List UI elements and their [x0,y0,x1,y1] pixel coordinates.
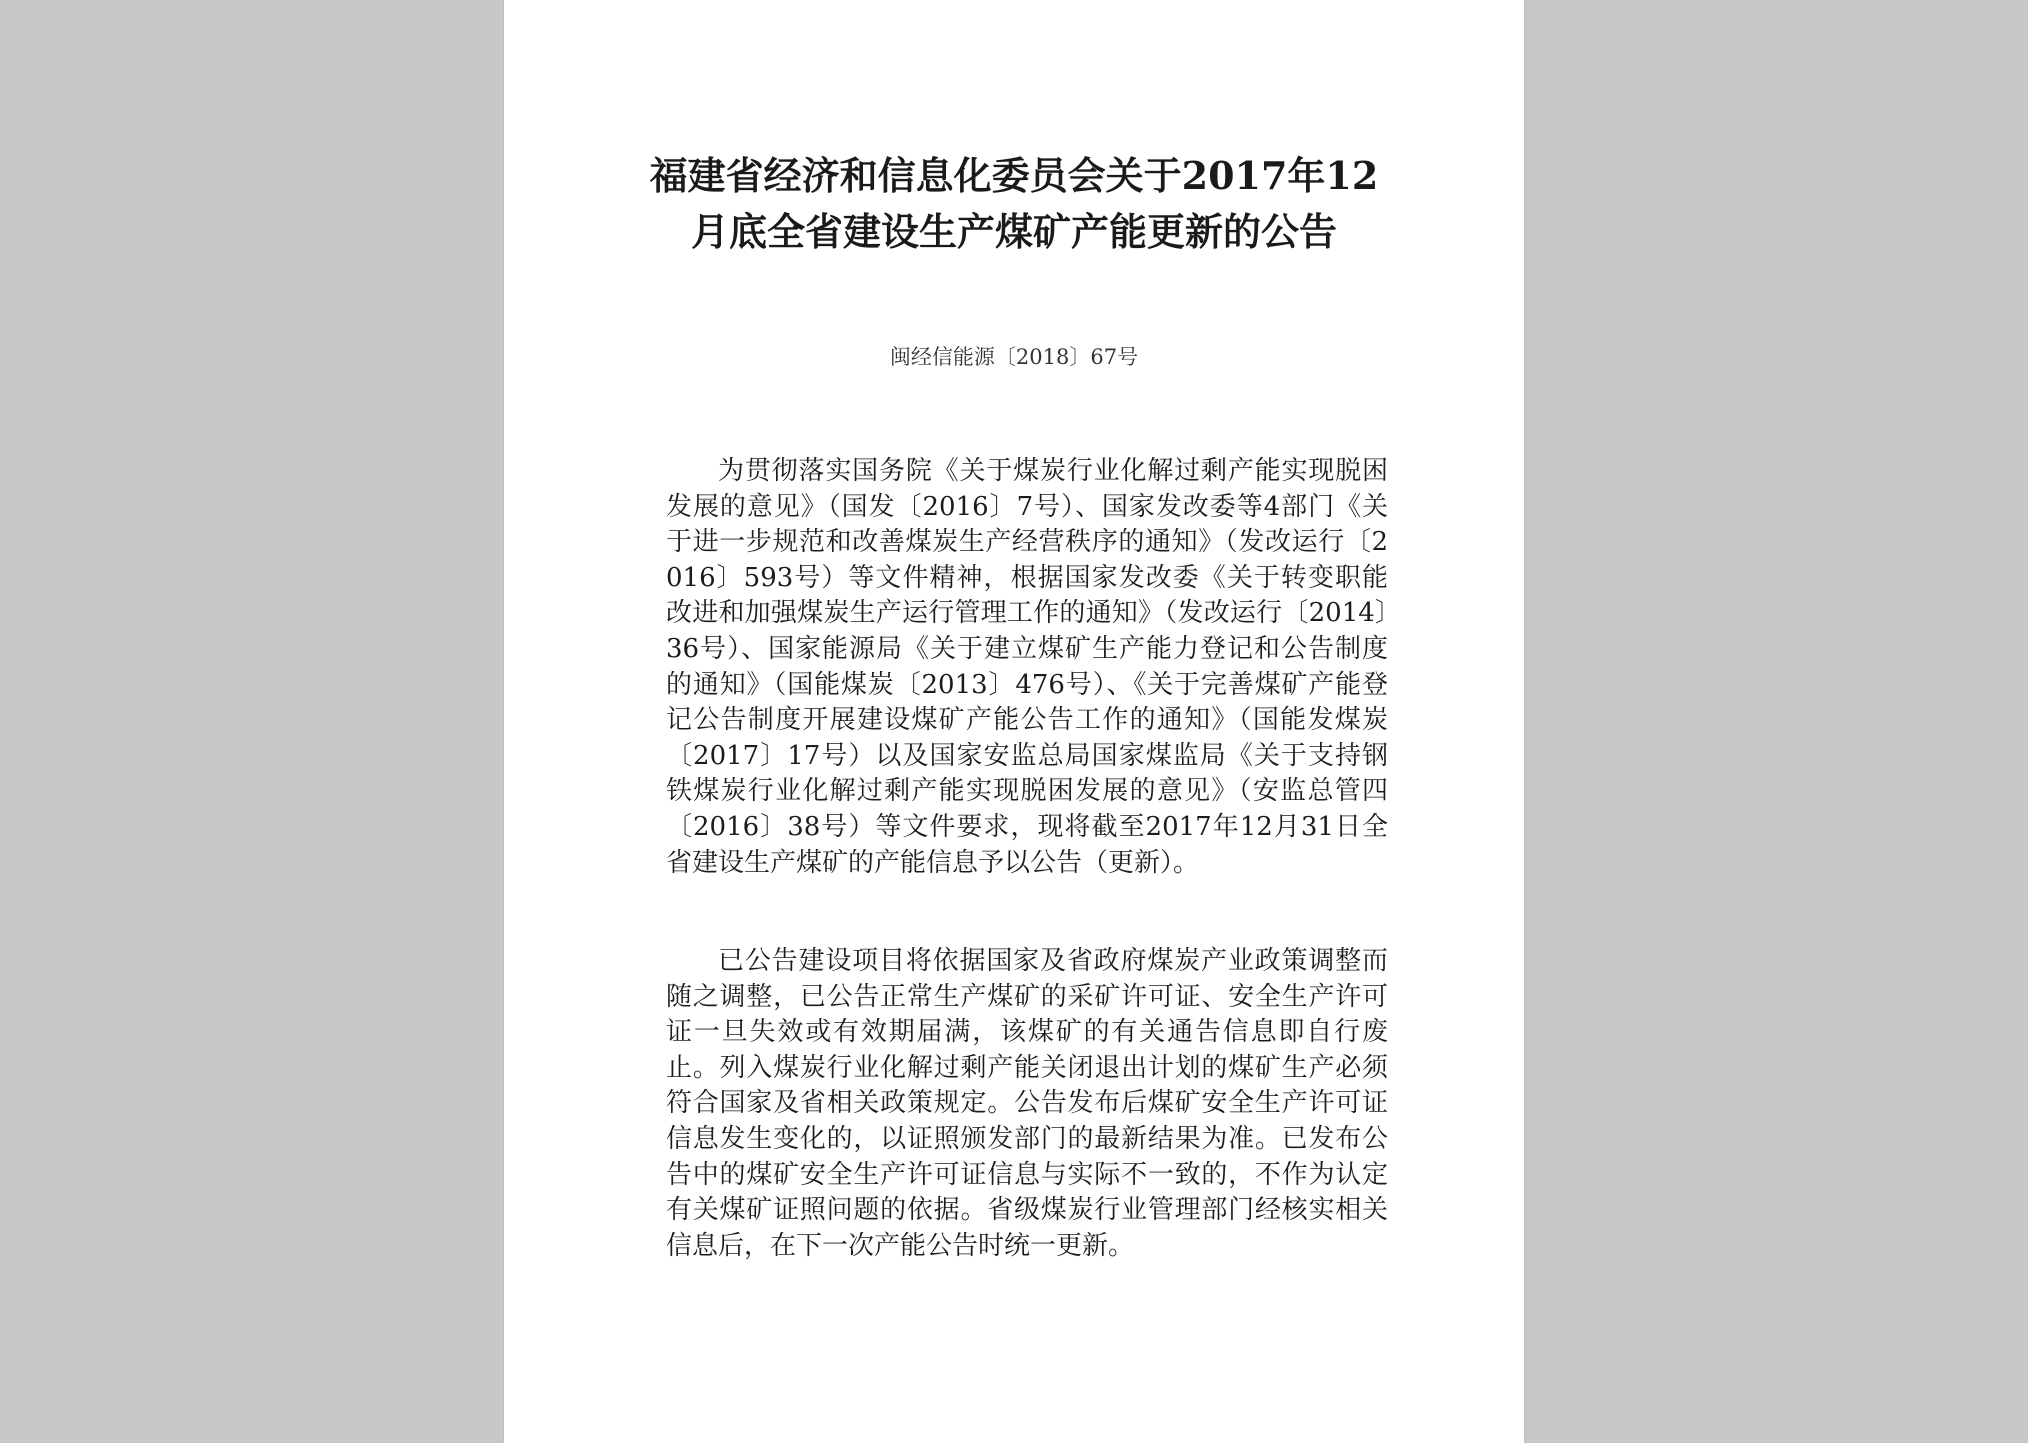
body-paragraph-1: 为贯彻落实国务院《关于煤炭行业化解过剩产能实现脱困发展的意见》（国发〔2016〕7号）、国家发改委等4部门《关于进一步规范和改善煤炭生产经营秩序的通知》（发改运行〔2016〕593号）等文件精神，根据国家发改委《关于转变职能改进和加强煤炭生产运行管理工作的通知》（发改运行〔2014〕36号）、国家能源局《关于建立煤矿生产能力登记和公告制度的通知》（国能煤炭〔2013〕476号）、《关于完善煤矿产能登记公告制度开展建设煤矿产能公告工作的通知》（国能发煤炭〔2017〕17号）以及国家安监总局国家煤监局《关于支持钢铁煤炭行业化解过剩产能实现脱困发展的意见》（安监总管四〔2016〕38号）等文件要求，现将截至2017年12月31日全省建设生产煤矿的产能信息予以公告（更新）。 [666,456,1388,878]
title-line-1: 福建省经济和信息化委员会关于2017年12 [649,153,1379,198]
body-paragraph-2: 已公告建设项目将依据国家及省政府煤炭产业政策调整而随之调整，已公告正常生产煤矿的采矿许可证、安全生产许可证一旦失效或有效期届满，该煤矿的有关通告信息即自行废止。列入煤炭行业化解过剩产能关闭退出计划的煤矿生产必须符合国家及省相关政策规定。公告发布后煤矿安全生产许可证信息发生变化的，以证照颁发部门的最新结果为准。已发布公告中的煤矿安全生产许可证信息与实际不一致的，不作为认定有关煤矿证照问题的依据。省级煤炭行业管理部门经核实相关信息后，在下一次产能公告时统一更新。 [666,946,1388,1261]
title-line-2: 月底全省建设生产煤矿产能更新的公告 [690,209,1337,254]
document-page [504,0,1524,1443]
document-title [504,148,1524,260]
document-number: 闽经信能源〔2018〕67号 [889,345,1139,369]
